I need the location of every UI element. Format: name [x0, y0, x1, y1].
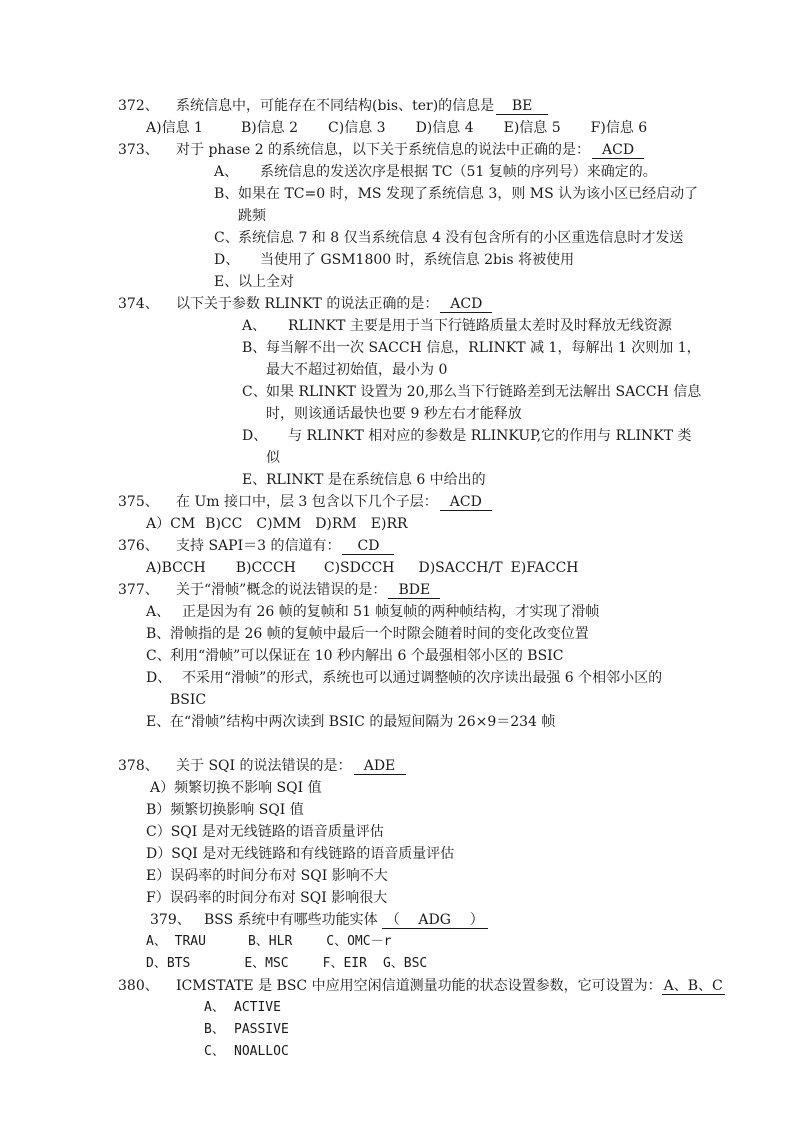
- question-373-stem: 373、 对于 phase 2 的系统信息，以下关于系统信息的说法中正确的是： ACD: [118, 140, 644, 160]
- question-375-options: A）CM B)CC C)MM D)RM E)RR: [146, 516, 408, 532]
- option-item: D）SQI 是对无线链路和有线链路的语音质量评估: [146, 846, 455, 862]
- question-372-options: A)信息 1 B)信息 2 C)信息 3 D)信息 4 E)信息 5 F)信息 6: [146, 120, 648, 136]
- answer-blank: （ ADG ）: [382, 912, 488, 929]
- option-item: B）频繁切换影响 SQI 值: [146, 802, 304, 818]
- option-continuation: 最大不超过初始值，最小为 0: [266, 362, 448, 378]
- option-item: E、在“滑帧”结构中两次读到 BSIC 的最短间隔为 26×9＝234 帧: [146, 714, 556, 730]
- option-item: A）频繁切换不影响 SQI 值: [150, 780, 322, 796]
- answer-blank: CD: [342, 538, 394, 555]
- option-item: C、 NOALLOC: [204, 1044, 289, 1059]
- option-continuation: BSIC: [170, 692, 207, 708]
- option-item: B、 PASSIVE: [204, 1022, 289, 1037]
- option-item: D、 当使用了 GSM1800 时，系统信息 2bis 将被使用: [214, 252, 575, 268]
- option-item: A、 RLINKT 主要是用于当下行链路质量太差时及时释放无线资源: [242, 318, 672, 334]
- option-item: E）误码率的时间分布对 SQI 影响不大: [146, 868, 388, 884]
- option-item: A、 正是因为有 26 帧的复帧和 51 帧复帧的两种帧结构，才实现了滑帧: [146, 604, 600, 620]
- option-item: E、RLINKT 是在系统信息 6 中给出的: [242, 472, 486, 488]
- question-374-stem: 374、 以下关于参数 RLINKT 的说法正确的是： ACD: [118, 294, 492, 314]
- option-item: A、 ACTIVE: [204, 1000, 281, 1015]
- answer-blank: ACD: [440, 296, 492, 313]
- answer-blank: A、B、C: [663, 978, 723, 994]
- option-item: E、以上全对: [214, 274, 294, 290]
- answer-blank: BE: [496, 98, 548, 115]
- answer-blank: ADE: [354, 758, 406, 775]
- question-380-stem: 380、 ICMSTATE 是 BSC 中应用空闲信道测量功能的状态设置参数，它可设置为： A、B、C: [118, 978, 723, 994]
- option-item: C、利用“滑帧”可以保证在 10 秒内解出 6 个最强相邻小区的 BSIC: [146, 648, 564, 664]
- question-377-stem: 377、 关于“滑帧”概念的说法错误的是： BDE: [118, 580, 440, 600]
- option-continuation: 似: [266, 450, 280, 466]
- option-item: B、每当解不出一次 SACCH 信息，RLINKT 减 1，每解出 1 次则加 1，: [242, 340, 701, 356]
- option-continuation: 跳频: [238, 208, 266, 224]
- question-379-options-row1: A、 TRAU B、HLR C、OMC－r: [146, 934, 392, 949]
- option-item: F）误码率的时间分布对 SQI 影响很大: [146, 890, 388, 906]
- option-item: A、 系统信息的发送次序是根据 TC（51 复帧的序列号）来确定的。: [214, 164, 657, 180]
- answer-blank: ACD: [592, 142, 644, 159]
- option-item: C、如果 RLINKT 设置为 20,那么当下行链路差到无法解出 SACCH 信息: [242, 384, 702, 400]
- option-item: C、系统信息 7 和 8 仅当系统信息 4 没有包含所有的小区重选信息时才发送: [214, 230, 684, 246]
- option-item: D、 不采用“滑帧”的形式，系统也可以通过调整帧的次序读出最强 6 个相邻小区的: [146, 670, 663, 686]
- question-379-stem: 379、 BSS 系统中有哪些功能实体 （ ADG ）: [150, 910, 488, 930]
- answer-blank: ACD: [440, 494, 492, 511]
- answer-blank: BDE: [388, 582, 440, 599]
- option-item: B、滑帧指的是 26 帧的复帧中最后一个时隙会随着时间的变化改变位置: [146, 626, 589, 642]
- question-375-stem: 375、 在 Um 接口中，层 3 包含以下几个子层： ACD: [118, 492, 492, 512]
- question-376-stem: 376、 支持 SAPI＝3 的信道有： CD: [118, 536, 394, 556]
- option-item: C）SQI 是对无线链路的语音质量评估: [146, 824, 384, 840]
- question-378-stem: 378、 关于 SQI 的说法错误的是： ADE: [118, 756, 406, 776]
- option-item: D、 与 RLINKT 相对应的参数是 RLINKUP,它的作用与 RLINKT 类: [242, 428, 692, 444]
- question-379-options-row2: D、BTS E、MSC F、EIR G、BSC: [146, 956, 428, 971]
- question-372-stem: 372、 系统信息中，可能存在不同结构(bis、ter)的信息是 BE: [118, 96, 548, 116]
- option-item: B、如果在 TC=0 时，MS 发现了系统信息 3，则 MS 认为该小区已经启动了: [214, 186, 699, 202]
- question-376-options: A)BCCH B)CCCH C)SDCCH D)SACCH/T E)FACCH: [146, 560, 579, 576]
- option-continuation: 时，则该通话最快也要 9 秒左右才能释放: [266, 406, 522, 422]
